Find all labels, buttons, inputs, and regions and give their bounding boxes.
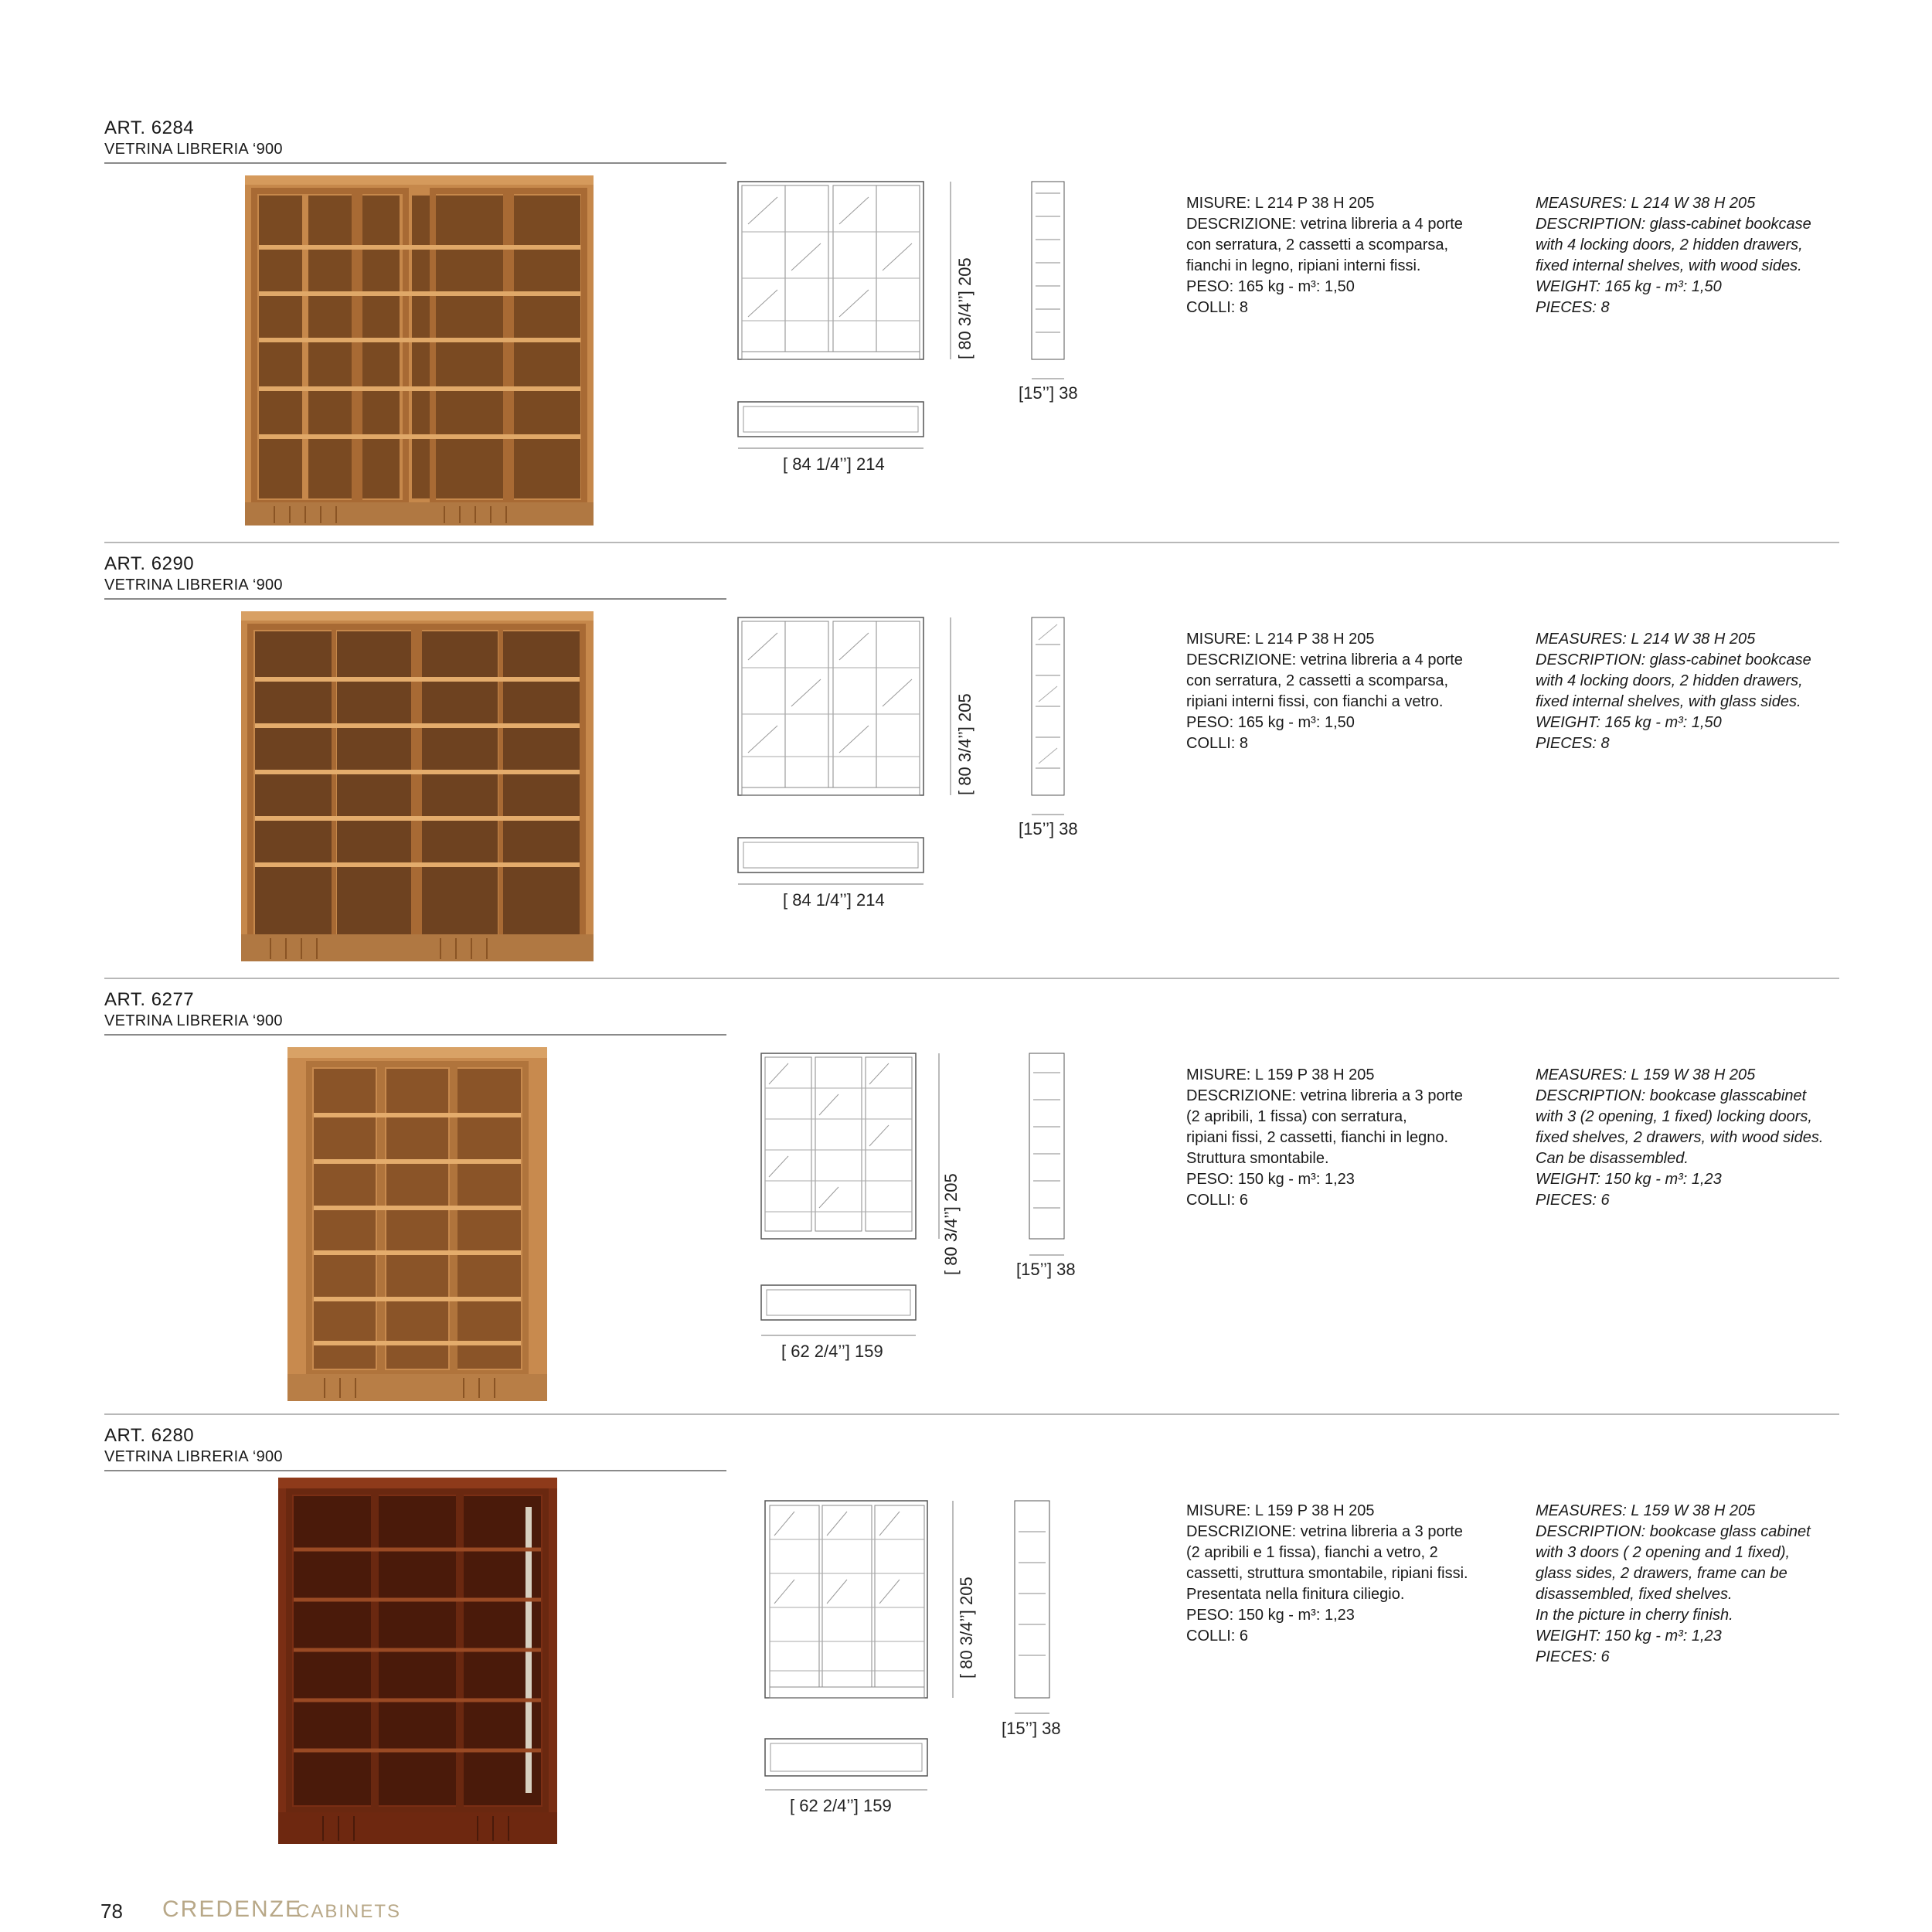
- article-number: ART. 6280: [104, 1425, 195, 1446]
- spec-line: COLLI: 6: [1186, 1628, 1249, 1645]
- category-title-italian: CREDENZE: [162, 1896, 303, 1922]
- spec-line: COLLI: 8: [1186, 735, 1249, 752]
- spec-line: DESCRIZIONE: vetrina libreria a 3 porte: [1186, 1087, 1463, 1104]
- spec-line: fixed internal shelves, with wood sides.: [1536, 257, 1802, 274]
- description-italian: [1186, 1065, 1463, 1211]
- spec-line: PIECES: 6: [1536, 1648, 1610, 1665]
- spec-line: PESO: 150 kg - m³: 1,23: [1186, 1607, 1355, 1624]
- spec-line: MISURE: L 214 P 38 H 205: [1186, 195, 1375, 212]
- product-subtitle: VETRINA LIBRERIA ‘900: [104, 141, 283, 158]
- spec-line: MEASURES: L 214 W 38 H 205: [1536, 631, 1756, 648]
- spec-line: DESCRIZIONE: vetrina libreria a 4 porte: [1186, 651, 1463, 668]
- description-english: [1536, 1065, 1823, 1211]
- spec-line: MEASURES: L 214 W 38 H 205: [1536, 195, 1756, 212]
- product-subtitle: VETRINA LIBRERIA ‘900: [104, 1448, 283, 1465]
- spec-line: DESCRIPTION: glass-cabinet bookcase: [1536, 216, 1811, 233]
- width-dimension-label: [ 84 1/4’’] 214: [783, 890, 885, 910]
- spec-line: (2 apribili, 1 fissa) con serratura,: [1186, 1108, 1407, 1125]
- description-english: [1536, 1501, 1811, 1668]
- section-divider: [104, 1413, 1839, 1415]
- spec-line: con serratura, 2 cassetti a scomparsa,: [1186, 672, 1449, 689]
- spec-line: fianchi in legno, ripiani interni fissi.: [1186, 257, 1421, 274]
- width-dimension-label: [ 84 1/4’’] 214: [783, 454, 885, 474]
- spec-line: PESO: 165 kg - m³: 1,50: [1186, 714, 1355, 731]
- product-photo-bookcase-3-doors: [286, 1046, 549, 1405]
- technical-drawing: [726, 606, 1113, 969]
- product-subtitle: VETRINA LIBRERIA ‘900: [104, 577, 283, 594]
- spec-line: WEIGHT: 165 kg - m³: 1,50: [1536, 278, 1722, 295]
- page-number: 78: [100, 1900, 123, 1923]
- section-divider: [104, 978, 1839, 979]
- spec-line: MISURE: L 159 P 38 H 205: [1186, 1066, 1375, 1083]
- spec-line: PESO: 150 kg - m³: 1,23: [1186, 1171, 1355, 1188]
- category-title-english: CABINETS: [296, 1901, 402, 1922]
- spec-line: disassembled, fixed shelves.: [1536, 1586, 1733, 1603]
- product-section-6284: [0, 108, 1932, 541]
- product-photo-bookcase-4-doors: [243, 174, 595, 529]
- spec-line: glass sides, 2 drawers, frame can be: [1536, 1565, 1787, 1582]
- height-dimension-label: [ 80 3/4’’] 205: [941, 1173, 961, 1275]
- spec-line: con serratura, 2 cassetti a scomparsa,: [1186, 236, 1449, 253]
- spec-line: MISURE: L 159 P 38 H 205: [1186, 1502, 1375, 1519]
- spec-line: WEIGHT: 165 kg - m³: 1,50: [1536, 714, 1722, 731]
- spec-line: In the picture in cherry finish.: [1536, 1607, 1733, 1624]
- spec-line: with 3 doors ( 2 opening and 1 fixed),: [1536, 1544, 1791, 1561]
- description-italian: [1186, 193, 1463, 318]
- spec-line: fixed internal shelves, with glass sides.: [1536, 693, 1801, 710]
- spec-line: DESCRIPTION: bookcase glass cabinet: [1536, 1523, 1811, 1540]
- width-dimension-label: [ 62 2/4’’] 159: [781, 1342, 883, 1361]
- spec-line: PIECES: 8: [1536, 735, 1610, 752]
- article-number: ART. 6284: [104, 117, 195, 138]
- technical-drawing: [726, 170, 1113, 533]
- title-rule: [104, 598, 726, 600]
- technical-drawing: [753, 1042, 1078, 1405]
- title-rule: [104, 1034, 726, 1036]
- spec-line: COLLI: 6: [1186, 1192, 1249, 1209]
- title-rule: [104, 1470, 726, 1471]
- height-dimension-label: [ 80 3/4’’] 205: [955, 693, 975, 795]
- article-number: ART. 6277: [104, 989, 195, 1010]
- product-photo-bookcase-cherry-finish: [277, 1476, 559, 1847]
- spec-line: DESCRIZIONE: vetrina libreria a 4 porte: [1186, 216, 1463, 233]
- spec-line: WEIGHT: 150 kg - m³: 1,23: [1536, 1628, 1722, 1645]
- spec-line: MEASURES: L 159 W 38 H 205: [1536, 1502, 1756, 1519]
- height-dimension-label: [ 80 3/4’’] 205: [955, 257, 975, 359]
- product-section-6280: [0, 1416, 1932, 1849]
- spec-line: fixed shelves, 2 drawers, with wood sides.: [1536, 1129, 1824, 1146]
- description-italian: [1186, 629, 1463, 754]
- width-dimension-label: [ 62 2/4’’] 159: [790, 1796, 892, 1815]
- spec-line: ripiani interni fissi, con fianchi a vetro.: [1186, 693, 1444, 710]
- spec-line: PESO: 165 kg - m³: 1,50: [1186, 278, 1355, 295]
- spec-line: with 4 locking doors, 2 hidden drawers,: [1536, 236, 1803, 253]
- depth-dimension-label: [15’’] 38: [1019, 819, 1078, 838]
- spec-line: MEASURES: L 159 W 38 H 205: [1536, 1066, 1756, 1083]
- product-section-6277: [0, 980, 1932, 1413]
- spec-line: PIECES: 6: [1536, 1192, 1610, 1209]
- description-english: [1536, 193, 1811, 318]
- depth-dimension-label: [15’’] 38: [1019, 383, 1078, 403]
- description-english: [1536, 629, 1811, 754]
- technical-drawing: [757, 1493, 1082, 1856]
- article-number: ART. 6290: [104, 553, 195, 574]
- spec-line: DESCRIPTION: glass-cabinet bookcase: [1536, 651, 1811, 668]
- depth-dimension-label: [15’’] 38: [1016, 1260, 1076, 1279]
- product-photo-bookcase-4-doors-glass-sides: [240, 610, 595, 965]
- spec-line: with 4 locking doors, 2 hidden drawers,: [1536, 672, 1803, 689]
- spec-line: Presentata nella finitura ciliegio.: [1186, 1586, 1405, 1603]
- spec-line: PIECES: 8: [1536, 299, 1610, 316]
- spec-line: DESCRIZIONE: vetrina libreria a 3 porte: [1186, 1523, 1463, 1540]
- title-rule: [104, 162, 726, 164]
- spec-line: Struttura smontabile.: [1186, 1150, 1329, 1167]
- depth-dimension-label: [15’’] 38: [1002, 1719, 1061, 1738]
- product-subtitle: VETRINA LIBRERIA ‘900: [104, 1012, 283, 1029]
- spec-line: (2 apribili e 1 fissa), fianchi a vetro, 2: [1186, 1544, 1438, 1561]
- spec-line: COLLI: 8: [1186, 299, 1249, 316]
- spec-line: WEIGHT: 150 kg - m³: 1,23: [1536, 1171, 1722, 1188]
- section-divider: [104, 542, 1839, 543]
- spec-line: cassetti, struttura smontabile, ripiani fissi.: [1186, 1565, 1468, 1582]
- spec-line: ripiani fissi, 2 cassetti, fianchi in legno.: [1186, 1129, 1449, 1146]
- spec-line: MISURE: L 214 P 38 H 205: [1186, 631, 1375, 648]
- description-italian: [1186, 1501, 1468, 1647]
- spec-line: Can be disassembled.: [1536, 1150, 1689, 1167]
- spec-line: DESCRIPTION: bookcase glasscabinet: [1536, 1087, 1807, 1104]
- spec-line: with 3 (2 opening, 1 fixed) locking doors,: [1536, 1108, 1812, 1125]
- product-section-6290: [0, 544, 1932, 977]
- height-dimension-label: [ 80 3/4’’] 205: [957, 1577, 976, 1679]
